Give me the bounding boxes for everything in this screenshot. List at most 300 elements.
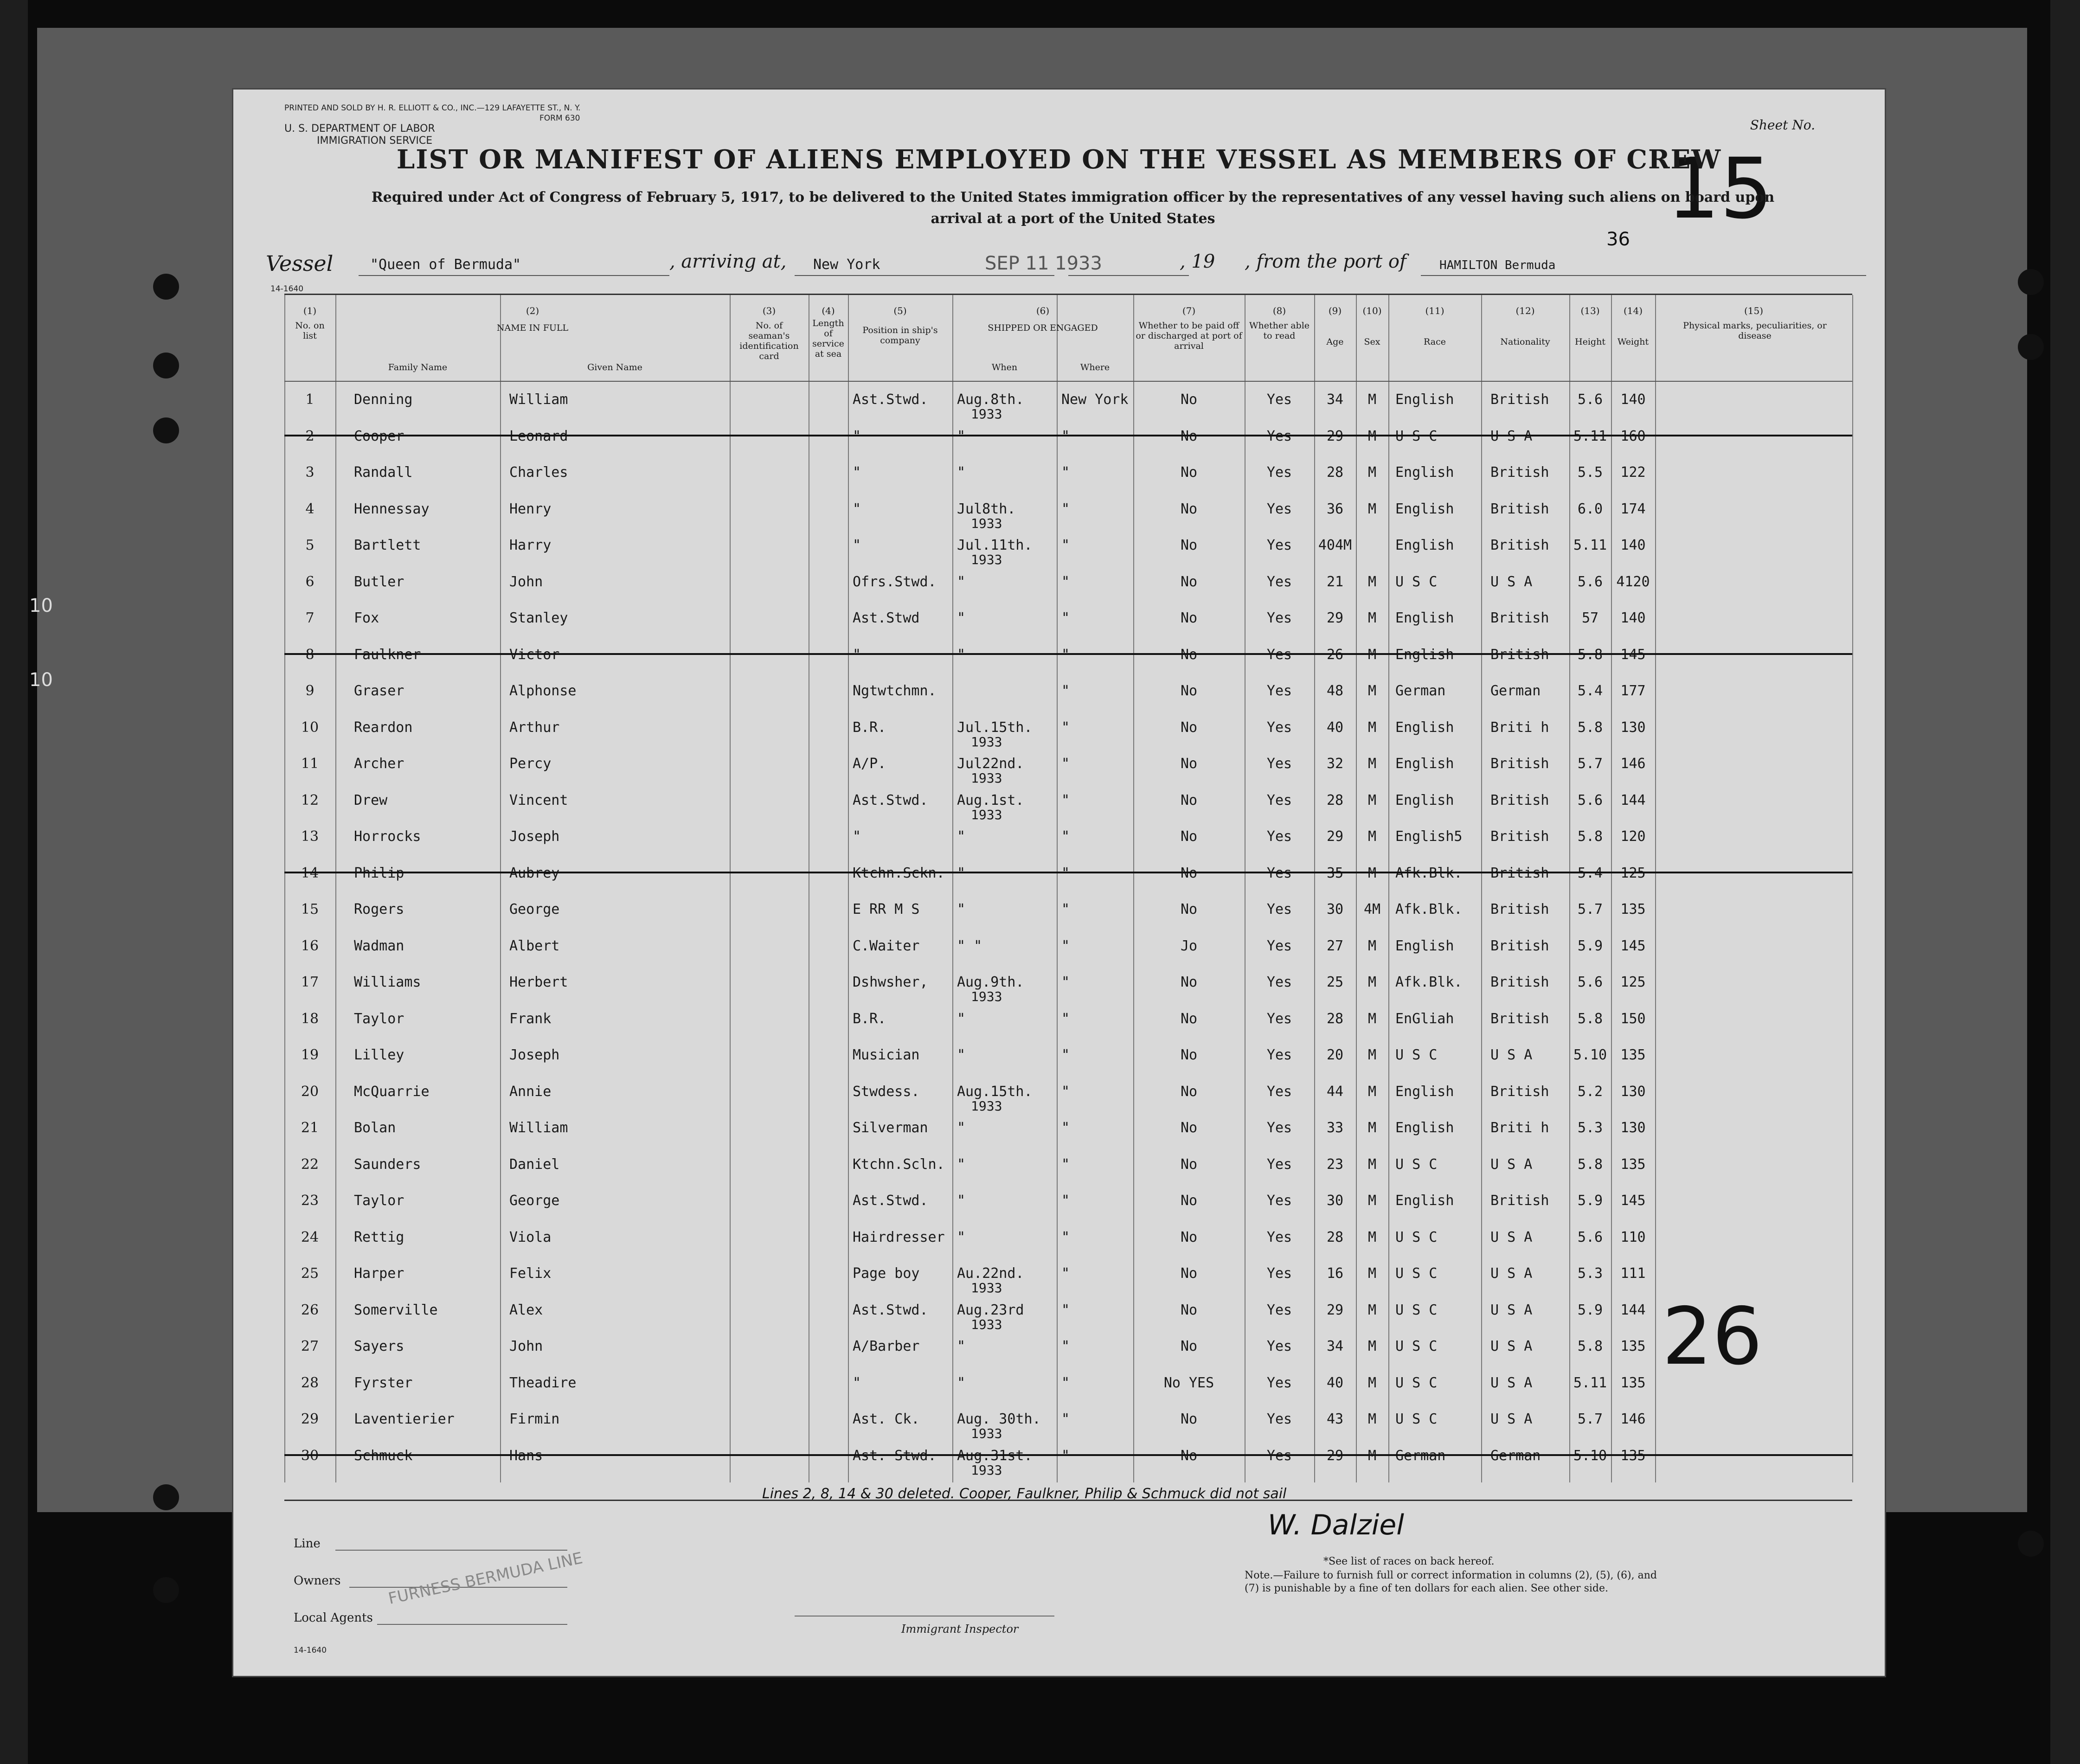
cell-nationality: British (1490, 391, 1549, 408)
cell-paid-off: No (1180, 573, 1198, 590)
cell-family-name: Laventierier (354, 1411, 455, 1427)
cell-height: 5.6 (1577, 391, 1603, 408)
cell-race: English (1395, 719, 1454, 736)
cell-shipped-where: " (1061, 1193, 1070, 1209)
punch-hole (2018, 1531, 2044, 1557)
cell-shipped-year: 1933 (971, 1316, 1002, 1332)
table-row (284, 1298, 1852, 1334)
cell-weight: 177 (1620, 683, 1646, 699)
cell-sex: M (1367, 865, 1377, 881)
table-row (284, 861, 1852, 898)
cell-sex: M (1367, 1447, 1377, 1464)
cell-weight: 135 (1620, 901, 1646, 917)
cell-shipped-when: Aug.9th. (957, 974, 1024, 990)
cell-sex: M (1367, 1411, 1377, 1427)
cell-nationality: British (1490, 646, 1549, 663)
cell-given-name: Joseph (509, 1047, 560, 1063)
cell-race: English (1395, 464, 1454, 481)
cell-position: " (853, 646, 861, 663)
cell-position: A/Barber (853, 1338, 920, 1354)
cell-row-number: 4 (305, 500, 315, 517)
cell-family-name: Drew (354, 792, 388, 808)
cell-family-name: Philip (354, 865, 404, 881)
cell-sex: M (1367, 756, 1377, 772)
cell-position: Ktchn.Scln. (853, 1156, 945, 1173)
cell-able-to-read: Yes (1266, 1193, 1292, 1209)
cell-paid-off: No (1180, 1083, 1198, 1100)
cell-age: 26 (1326, 646, 1344, 663)
table-row (284, 825, 1852, 861)
cell-row-number: 21 (301, 1120, 319, 1136)
cell-race: German (1395, 683, 1446, 699)
cell-position: Silverman (853, 1120, 928, 1136)
cell-given-name: Albert (509, 937, 560, 954)
cell-age: 28 (1326, 1010, 1344, 1027)
header-position: Position in ship's company (862, 325, 938, 346)
col-num-10: (10) (1362, 305, 1382, 316)
cell-position: E RR M S (853, 901, 920, 917)
cell-position: Ast.Stwd. (853, 792, 928, 808)
cell-given-name: Percy (509, 756, 552, 772)
cell-age: 35 (1326, 865, 1344, 881)
cell-able-to-read: Yes (1266, 865, 1292, 881)
cell-height: 5.6 (1577, 573, 1603, 590)
cell-sex: M (1367, 610, 1377, 626)
cell-position: Page boy (853, 1265, 920, 1282)
col-num-9: (9) (1328, 305, 1342, 316)
cell-shipped-when: " (957, 646, 966, 663)
cell-family-name: Cooper (354, 428, 404, 444)
line-label: Line (294, 1537, 321, 1551)
cell-able-to-read: Yes (1266, 683, 1292, 699)
cell-nationality: U S A (1490, 1374, 1533, 1391)
cell-weight: 135 (1620, 1374, 1646, 1391)
cell-height: 5.7 (1577, 756, 1603, 772)
header-physical: Physical marks, peculiarities, or disease (1683, 321, 1827, 341)
cell-nationality: U S A (1490, 1156, 1533, 1173)
cell-able-to-read: Yes (1266, 646, 1292, 663)
punch-hole (153, 353, 179, 378)
cell-weight: 4120 (1616, 573, 1650, 590)
arriving-label: , arriving at, (669, 251, 787, 272)
cell-able-to-read: Yes (1266, 391, 1292, 408)
cell-nationality: British (1490, 500, 1549, 517)
table-row (284, 570, 1852, 606)
cell-weight: 130 (1620, 719, 1646, 736)
cell-paid-off: No (1180, 646, 1198, 663)
punch-hole (2018, 269, 2044, 295)
cell-weight: 160 (1620, 428, 1646, 444)
cell-shipped-where: " (1061, 719, 1070, 736)
cell-paid-off: No (1180, 865, 1198, 881)
cell-row-number: 16 (301, 937, 319, 954)
cell-row-number: 25 (301, 1265, 319, 1282)
cell-shipped-when: " (957, 1156, 966, 1173)
table-row (284, 424, 1852, 461)
table-row (284, 1334, 1852, 1371)
header-paid-off: Whether to be paid off or discharged at port of arrival (1136, 321, 1242, 351)
cell-row-number: 3 (305, 464, 315, 481)
cell-age: 29 (1326, 610, 1344, 626)
cell-age: 48 (1326, 683, 1344, 699)
col-num-12: (12) (1515, 305, 1535, 316)
cell-weight: 145 (1620, 1193, 1646, 1209)
cell-shipped-year: 1933 (971, 734, 1002, 750)
cell-given-name: Annie (509, 1083, 552, 1100)
cell-shipped-where: New York (1061, 391, 1129, 408)
cell-nationality: U S A (1490, 428, 1533, 444)
cell-nationality: British (1490, 537, 1549, 553)
cell-height: 5.8 (1577, 719, 1603, 736)
cell-family-name: Bolan (354, 1120, 396, 1136)
table-row (284, 752, 1852, 788)
cell-sex: M (1367, 1302, 1377, 1318)
cell-shipped-year: 1933 (971, 1280, 1002, 1296)
table-row (284, 1080, 1852, 1116)
cell-paid-off: No (1180, 756, 1198, 772)
cell-shipped-when: " (957, 610, 966, 626)
cell-given-name: William (509, 1120, 568, 1136)
cell-nationality: U S A (1490, 1302, 1533, 1318)
cell-sex: 4M (1363, 901, 1381, 917)
cell-able-to-read: Yes (1266, 1156, 1292, 1173)
cell-nationality: Briti h (1490, 1120, 1549, 1136)
cell-shipped-when: Aug.23rd (957, 1302, 1024, 1318)
col-num-6: (6) (1036, 305, 1050, 316)
punch-hole (2018, 334, 2044, 360)
cell-height: 5.11 (1573, 428, 1607, 444)
cell-family-name: Saunders (354, 1156, 421, 1173)
fine-note: Note.—Failure to furnish full or correct information in columns (2), (5), (6), and (7) is punishable by a fine of ten dollars for each alien. See other side. (1245, 1570, 1657, 1594)
cell-shipped-where: " (1061, 646, 1070, 663)
cell-height: 5.7 (1577, 1411, 1603, 1427)
cell-shipped-when: Aug.1st. (957, 792, 1024, 808)
cell-given-name: Alex (509, 1302, 543, 1318)
cell-paid-off: No (1180, 1156, 1198, 1173)
header-sex: Sex (1364, 337, 1380, 347)
cell-height: 5.6 (1577, 974, 1603, 990)
side-number: 36 (1606, 229, 1630, 250)
cell-position: " (853, 500, 861, 517)
table-row (284, 1043, 1852, 1079)
cell-paid-off: No (1180, 901, 1198, 917)
cell-age: 27 (1326, 937, 1344, 954)
cell-shipped-where: " (1061, 937, 1070, 954)
cell-given-name: Daniel (509, 1156, 560, 1173)
cell-family-name: Butler (354, 573, 404, 590)
cell-height: 5.6 (1577, 1229, 1603, 1245)
cell-height: 5.9 (1577, 937, 1603, 954)
cell-family-name: Sayers (354, 1338, 404, 1354)
cell-weight: 122 (1620, 464, 1646, 481)
cell-weight: 135 (1620, 1156, 1646, 1173)
col-num-15: (15) (1744, 305, 1764, 316)
cell-shipped-year: 1933 (971, 552, 1002, 567)
punch-hole (153, 417, 179, 443)
table-row (284, 1225, 1852, 1262)
col-num-5: (5) (893, 305, 907, 316)
cell-given-name: Charles (509, 464, 568, 481)
cell-weight: 144 (1620, 792, 1646, 808)
cell-race: English (1395, 391, 1454, 408)
cell-given-name: Aubrey (509, 865, 560, 881)
cell-paid-off: No (1180, 610, 1198, 626)
cell-age: 28 (1326, 464, 1344, 481)
cell-able-to-read: Yes (1266, 573, 1292, 590)
cell-position: " (853, 537, 861, 553)
margin-mark: 10 (29, 669, 53, 691)
cell-row-number: 27 (301, 1338, 319, 1354)
cell-height: 5.3 (1577, 1120, 1603, 1136)
cell-height: 5.4 (1577, 865, 1603, 881)
cell-race: English (1395, 610, 1454, 626)
cell-row-number: 17 (301, 974, 319, 990)
cell-shipped-year: 1933 (971, 1098, 1002, 1114)
cell-shipped-when: Jul22nd. (957, 756, 1024, 772)
cell-able-to-read: Yes (1266, 1338, 1292, 1354)
cell-paid-off: No (1180, 391, 1198, 408)
cell-able-to-read: Yes (1266, 464, 1292, 481)
cell-race: English (1395, 756, 1454, 772)
cell-able-to-read: Yes (1266, 756, 1292, 772)
cell-sex: M (1367, 937, 1377, 954)
cell-sex: M (1367, 1338, 1377, 1354)
cell-nationality: U S A (1490, 1338, 1533, 1354)
cell-height: 5.6 (1577, 792, 1603, 808)
cell-shipped-where: " (1061, 428, 1070, 444)
cell-sex: M (1367, 646, 1377, 663)
from-port: HAMILTON Bermuda (1439, 258, 1556, 272)
cell-sex: M (1367, 1193, 1377, 1209)
cell-family-name: Fyrster (354, 1374, 413, 1391)
col-num-13: (13) (1580, 305, 1600, 316)
cell-nationality: British (1490, 937, 1549, 954)
cell-sex: M (1367, 1265, 1377, 1282)
table-row (284, 533, 1852, 570)
cell-weight: 110 (1620, 1229, 1646, 1245)
cell-nationality: British (1490, 828, 1549, 845)
cell-family-name: Williams (354, 974, 421, 990)
cell-race: German (1395, 1447, 1446, 1464)
cell-age: 34 (1326, 1338, 1344, 1354)
col-num-11: (11) (1425, 305, 1444, 316)
sheet-number-value: 15 (1667, 141, 1773, 237)
table-row (284, 789, 1852, 825)
cell-weight: 140 (1620, 610, 1646, 626)
strike-through-line (284, 1454, 1852, 1456)
cell-row-number: 13 (301, 828, 319, 845)
cell-shipped-where: " (1061, 1120, 1070, 1136)
cell-paid-off: No (1180, 1193, 1198, 1209)
cell-shipped-where: " (1061, 1229, 1070, 1245)
cell-weight: 150 (1620, 1010, 1646, 1027)
table-row (284, 1007, 1852, 1043)
table-row (284, 497, 1852, 533)
cell-position: " (853, 464, 861, 481)
col-num-1: (1) (303, 305, 317, 316)
cell-family-name: Rettig (354, 1229, 404, 1245)
cell-weight: 145 (1620, 646, 1646, 663)
cell-race: English (1395, 500, 1454, 517)
cell-family-name: McQuarrie (354, 1083, 430, 1100)
cell-height: 5.10 (1573, 1447, 1607, 1464)
cell-paid-off: No (1180, 1229, 1198, 1245)
table-row (284, 970, 1852, 1007)
cell-able-to-read: Yes (1266, 1374, 1292, 1391)
footer (284, 1500, 1852, 1667)
cell-family-name: Harper (354, 1265, 404, 1282)
from-label: , from the port of (1245, 251, 1406, 272)
cell-sex: M (1367, 1120, 1377, 1136)
cell-shipped-where: " (1061, 1265, 1070, 1282)
col-num-4: (4) (822, 305, 835, 316)
cell-row-number: 28 (301, 1374, 319, 1391)
cell-shipped-where: " (1061, 1156, 1070, 1173)
punch-hole (153, 274, 179, 300)
header-race: Race (1424, 337, 1446, 347)
cell-able-to-read: Yes (1266, 500, 1292, 517)
cell-paid-off: No (1180, 1411, 1198, 1427)
cell-nationality: Briti h (1490, 719, 1549, 736)
cell-paid-off: No (1180, 974, 1198, 990)
col-num-14: (14) (1623, 305, 1643, 316)
cell-given-name: Felix (509, 1265, 552, 1282)
cell-given-name: Leonard (509, 428, 568, 444)
left-film-edge (0, 0, 28, 1764)
cell-age: 34 (1326, 391, 1344, 408)
cell-age: 23 (1326, 1156, 1344, 1173)
cell-position: Ofrs.Stwd. (853, 573, 937, 590)
header-seaman-id: No. of seaman's identification card (739, 321, 799, 361)
cell-able-to-read: Yes (1266, 901, 1292, 917)
cell-able-to-read: Yes (1266, 1083, 1292, 1100)
cell-shipped-when: " (957, 1193, 966, 1209)
form-number: FORM 630 (539, 114, 580, 123)
cell-race: English (1395, 1120, 1454, 1136)
cell-nationality: U S A (1490, 1229, 1533, 1245)
cell-shipped-where: " (1061, 974, 1070, 990)
cell-position: B.R. (853, 719, 886, 736)
cell-row-number: 10 (301, 719, 319, 736)
cell-sex: M (1367, 500, 1377, 517)
cell-nationality: British (1490, 792, 1549, 808)
page-title: LIST OR MANIFEST OF ALIENS EMPLOYED ON THE VESSEL AS MEMBERS OF CREW (396, 144, 1722, 175)
cell-able-to-read: Yes (1266, 610, 1292, 626)
cell-shipped-where: " (1061, 1374, 1070, 1391)
cell-row-number: 15 (301, 901, 319, 917)
cell-nationality: British (1490, 974, 1549, 990)
cell-shipped-where: " (1061, 792, 1070, 808)
cell-race: U S C (1395, 1411, 1438, 1427)
inspector-label: Immigrant Inspector (901, 1623, 1019, 1636)
cell-age: 21 (1326, 573, 1344, 590)
cell-shipped-where: " (1061, 828, 1070, 845)
cell-race: U S C (1395, 1229, 1438, 1245)
department-name: U. S. DEPARTMENT OF LABOR (284, 123, 435, 135)
cell-height: 5.8 (1577, 828, 1603, 845)
cell-race: English (1395, 1193, 1454, 1209)
cell-shipped-when: " (957, 1374, 966, 1391)
cell-able-to-read: Yes (1266, 1047, 1292, 1063)
cell-height: 5.8 (1577, 1156, 1603, 1173)
table-row (284, 1371, 1852, 1407)
cell-weight: 125 (1620, 865, 1646, 881)
table-row (284, 643, 1852, 679)
cell-paid-off: No (1180, 428, 1198, 444)
cell-given-name: John (509, 573, 543, 590)
cell-paid-off: Jo (1180, 937, 1198, 954)
cell-race: U S C (1395, 1156, 1438, 1173)
cell-able-to-read: Yes (1266, 1229, 1292, 1245)
cell-height: 6.0 (1577, 500, 1603, 517)
cell-nationality: U S A (1490, 573, 1533, 590)
cell-race: U S C (1395, 1302, 1438, 1318)
owners-label: Owners (294, 1574, 341, 1588)
cell-given-name: Joseph (509, 828, 560, 845)
cell-nationality: U S A (1490, 1411, 1533, 1427)
total-count: 26 (1662, 1291, 1763, 1383)
cell-sex: M (1367, 1374, 1377, 1391)
table-row (284, 934, 1852, 970)
cell-family-name: Fox (354, 610, 379, 626)
cell-row-number: 11 (301, 756, 319, 772)
header-age: Age (1326, 337, 1344, 347)
cell-height: 5.7 (1577, 901, 1603, 917)
cell-race: U S C (1395, 428, 1438, 444)
cell-nationality: U S A (1490, 1265, 1533, 1282)
header-length-service: Length of service at sea (812, 318, 844, 359)
vessel-name: "Queen of Bermuda" (370, 257, 521, 273)
cell-paid-off: No (1180, 1265, 1198, 1282)
cell-row-number: 29 (301, 1411, 319, 1427)
cell-height: 5.9 (1577, 1193, 1603, 1209)
cell-family-name: Taylor (354, 1010, 404, 1027)
strike-through-line (284, 435, 1852, 436)
cell-able-to-read: Yes (1266, 974, 1292, 990)
sheet-number-label: Sheet No. (1750, 117, 1815, 133)
cell-row-number: 1 (305, 391, 315, 408)
cell-able-to-read: Yes (1266, 719, 1292, 736)
cell-sex: M (1367, 683, 1377, 699)
cell-shipped-when: " (957, 464, 966, 481)
deleted-lines-note: Lines 2, 8, 14 & 30 deleted. Cooper, Faulkner, Philip & Schmuck did not sail (762, 1486, 1287, 1502)
master-signature: W. Dalziel (1268, 1509, 1404, 1541)
cell-row-number: 7 (305, 610, 315, 626)
cell-given-name: Vincent (509, 792, 568, 808)
header-nationality: Nationality (1500, 337, 1550, 347)
cell-height: 5.9 (1577, 1302, 1603, 1318)
cell-paid-off: No (1180, 1302, 1198, 1318)
cell-sex: M (1367, 428, 1377, 444)
cell-weight: 130 (1620, 1083, 1646, 1100)
cell-row-number: 2 (305, 428, 315, 444)
cell-shipped-when: Aug.8th. (957, 391, 1024, 408)
cell-age: 40 (1326, 1374, 1344, 1391)
cell-able-to-read: Yes (1266, 1010, 1292, 1027)
cell-shipped-where: " (1061, 1010, 1070, 1027)
cell-shipped-where: " (1061, 683, 1070, 699)
cell-sex: M (1367, 974, 1377, 990)
col-num-7: (7) (1182, 305, 1196, 316)
cell-row-number: 20 (301, 1083, 319, 1100)
cell-age: 25 (1326, 974, 1344, 990)
cell-race: English (1395, 792, 1454, 808)
cell-family-name: Lilley (354, 1047, 404, 1063)
local-agents-label: Local Agents (294, 1611, 373, 1625)
cell-position: " (853, 828, 861, 845)
right-film-edge (2050, 0, 2080, 1764)
cell-able-to-read: Yes (1266, 937, 1292, 954)
